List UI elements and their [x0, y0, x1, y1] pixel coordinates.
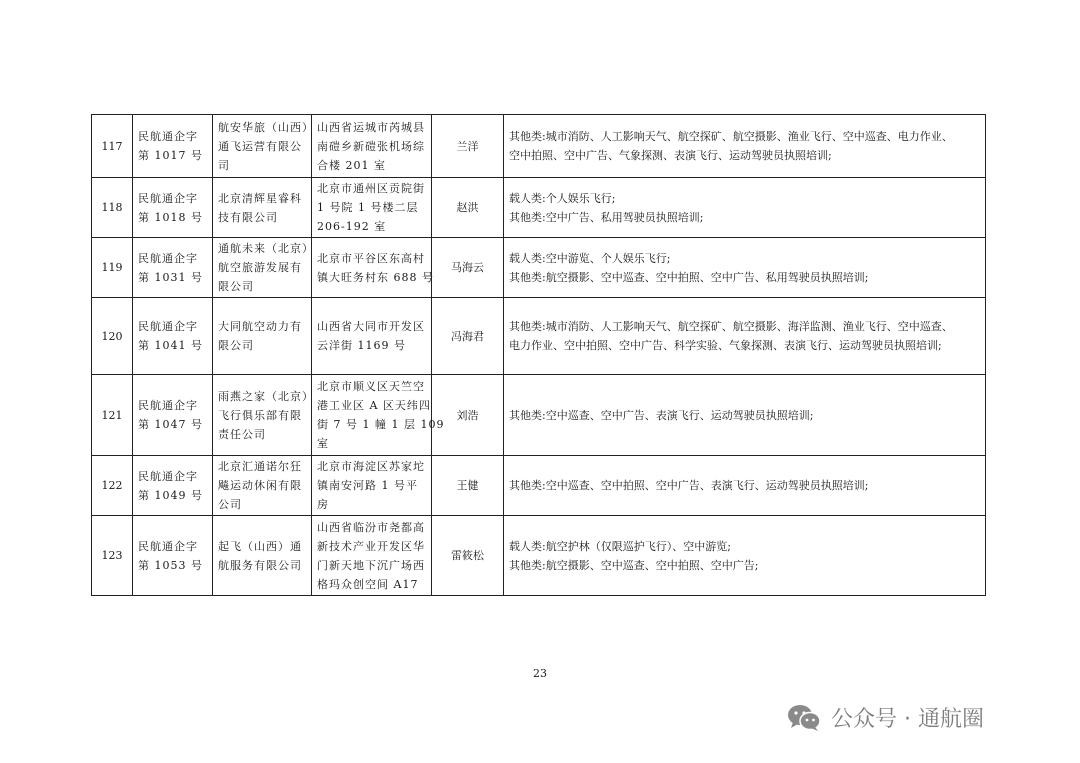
company-name: 北京清辉星睿科 技有限公司	[213, 178, 312, 238]
company-address: 山西省运城市芮城县 南磑乡新磑张机场综 合楼 201 室	[312, 115, 432, 178]
permit-number: 民航通企字 第 1049 号	[133, 456, 213, 516]
permit-number: 民航通企字 第 1017 号	[133, 115, 213, 178]
row-number: 122	[92, 456, 133, 516]
table-row	[92, 298, 986, 375]
wechat-icon	[787, 704, 821, 732]
business-scope: 其他类:城市消防、人工影响天气、航空探矿、航空摄影、海洋监测、渔业飞行、空中巡查、 电力作业、空中拍照、空中广告、科学实验、气象探测、表演飞行、运动驾驶员执照培训;	[504, 298, 986, 375]
business-scope: 其他类:城市消防、人工影响天气、航空探矿、航空摄影、渔业飞行、空中巡查、电力作业、 空中拍照、空中广告、气象探测、表演飞行、运动驾驶员执照培训;	[504, 115, 986, 178]
table-row	[92, 456, 986, 516]
legal-representative: 雷筱松	[432, 516, 504, 596]
company-address: 北京市顺义区天竺空 港工业区 A 区天纬四 街 7 号 1 幢 1 层 109 室	[312, 375, 432, 456]
company-address: 山西省大同市开发区 云洋街 1169 号	[312, 298, 432, 375]
permit-number: 民航通企字 第 1018 号	[133, 178, 213, 238]
table-row	[92, 115, 986, 178]
legal-representative: 刘浩	[432, 375, 504, 456]
business-scope: 其他类:空中巡查、空中拍照、空中广告、表演飞行、运动驾驶员执照培训;	[504, 456, 986, 516]
permit-number: 民航通企字 第 1041 号	[133, 298, 213, 375]
company-name: 通航未来（北京） 航空旅游发展有 限公司	[213, 238, 312, 298]
company-address: 北京市海淀区苏家坨 镇南安河路 1 号平 房	[312, 456, 432, 516]
permit-number: 民航通企字 第 1047 号	[133, 375, 213, 456]
table-row	[92, 375, 986, 456]
company-name: 航安华旅（山西） 通飞运营有限公 司	[213, 115, 312, 178]
row-number: 119	[92, 238, 133, 298]
company-name: 北京汇通诺尔狂 飚运动休闲有限 公司	[213, 456, 312, 516]
legal-representative: 马海云	[432, 238, 504, 298]
company-address: 山西省临汾市尧都高 新技术产业开发区华 门新天地下沉广场西 格玛众创空间 A17	[312, 516, 432, 596]
row-number: 121	[92, 375, 133, 456]
permit-number: 民航通企字 第 1053 号	[133, 516, 213, 596]
legal-representative: 冯海君	[432, 298, 504, 375]
legal-representative: 赵洪	[432, 178, 504, 238]
legal-representative: 兰洋	[432, 115, 504, 178]
table-row	[92, 238, 986, 298]
company-address: 北京市平谷区东高村 镇大旺务村东 688 号	[312, 238, 432, 298]
business-scope: 其他类:空中巡查、空中广告、表演飞行、运动驾驶员执照培训;	[504, 375, 986, 456]
business-scope: 载人类:航空护林（仅限巡护飞行）、空中游览; 其他类:航空摄影、空中巡查、空中拍照、空中广告;	[504, 516, 986, 596]
row-number: 120	[92, 298, 133, 375]
watermark	[787, 702, 984, 733]
legal-representative: 王健	[432, 456, 504, 516]
page-number: 23	[533, 667, 547, 680]
company-name: 大同航空动力有 限公司	[213, 298, 312, 375]
watermark-text: 公众号 · 通航圈	[831, 707, 984, 732]
row-number: 123	[92, 516, 133, 596]
table-row	[92, 516, 986, 596]
enterprise-registry-table	[91, 114, 986, 596]
row-number: 117	[92, 115, 133, 178]
company-name: 起飞（山西）通 航服务有限公司	[213, 516, 312, 596]
business-scope: 载人类:空中游览、个人娱乐飞行; 其他类:航空摄影、空中巡查、空中拍照、空中广告、私用驾驶员执照培训;	[504, 238, 986, 298]
row-number: 118	[92, 178, 133, 238]
company-address: 北京市通州区贡院街 1 号院 1 号楼二层 206-192 室	[312, 178, 432, 238]
company-name: 雨燕之家（北京） 飞行俱乐部有限 责任公司	[213, 375, 312, 456]
business-scope: 载人类:个人娱乐飞行; 其他类:空中广告、私用驾驶员执照培训;	[504, 178, 986, 238]
permit-number: 民航通企字 第 1031 号	[133, 238, 213, 298]
table-row	[92, 178, 986, 238]
